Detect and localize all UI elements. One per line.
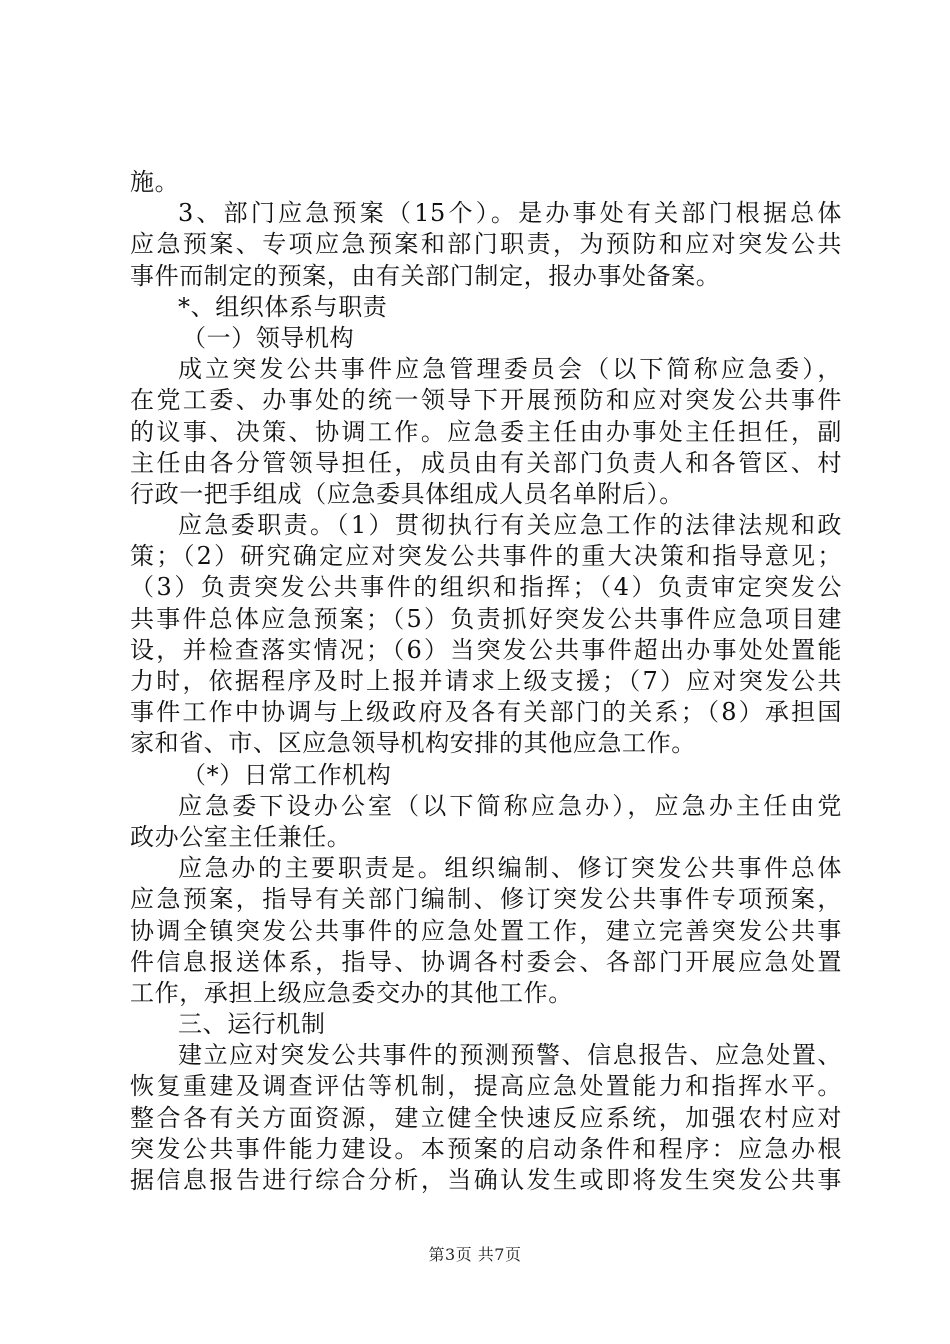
paragraph-line: 应急预案、专项应急预案和部门职责，为预防和应对突发公共 xyxy=(130,230,842,259)
paragraph-line: 整合各有关方面资源，建立健全快速反应系统，加强农村应对 xyxy=(130,1103,842,1132)
paragraph-line: 施。 xyxy=(130,168,180,196)
paragraph-line: 建立应对突发公共事件的预测预警、信息报告、应急处置、 xyxy=(178,1041,842,1070)
subsection-heading: （一）领导机构 xyxy=(182,323,355,352)
paragraph-line: 成立突发公共事件应急管理委员会（以下简称应急委）， xyxy=(178,355,842,384)
paragraph-line: 力时，依据程序及时上报并请求上级支援；（7）应对突发公共 xyxy=(130,667,842,695)
page-number-footer: 第3页 共7页 xyxy=(428,1245,522,1264)
paragraph-line: 的议事、决策、协调工作。应急委主任由办事处主任担任，副 xyxy=(130,417,842,446)
paragraph-line: 主任由各分管领导担任，成员由有关部门负责人和各管区、村 xyxy=(130,448,842,477)
paragraph-line: 应急委职责。（1）贯彻执行有关应急工作的法律法规和政 xyxy=(178,511,842,540)
paragraph-line: 工作，承担上级应急委交办的其他工作。 xyxy=(130,978,573,1007)
paragraph-line: 设，并检查落实情况；（6）当突发公共事件超出办事处处置能 xyxy=(130,635,842,664)
paragraph-line: 政办公室主任兼任。 xyxy=(130,822,352,851)
paragraph-line: 协调全镇突发公共事件的应急处置工作，建立完善突发公共事 xyxy=(130,916,842,945)
subsection-heading: （*）日常工作机构 xyxy=(182,760,392,789)
paragraph-line: 据信息报告进行综合分析，当确认发生或即将发生突发公共事 xyxy=(130,1166,842,1194)
section-heading: 三、运行机制 xyxy=(178,1010,326,1039)
paragraph-line: 应急办的主要职责是。组织编制、修订突发公共事件总体 xyxy=(178,854,842,883)
paragraph-line: 件信息报送体系，指导、协调各村委会、各部门开展应急处置 xyxy=(130,947,842,976)
paragraph-line: （3）负责突发公共事件的组织和指挥；（4）负责审定突发公 xyxy=(130,573,842,602)
paragraph-line: 突发公共事件能力建设。本预案的启动条件和程序：应急办根 xyxy=(130,1134,842,1163)
paragraph-line: 应急预案，指导有关部门编制、修订突发公共事件专项预案， xyxy=(130,885,842,914)
paragraph-line: 事件工作中协调与上级政府及各有关部门的关系；（8）承担国 xyxy=(130,698,842,727)
paragraph-line: 应急委下设办公室（以下简称应急办），应急办主任由党 xyxy=(178,791,842,820)
section-heading: *、组织体系与职责 xyxy=(178,292,388,321)
paragraph-line: 行政一把手组成（应急委具体组成人员名单附后）。 xyxy=(130,479,684,508)
document-body xyxy=(130,167,842,1196)
paragraph-line: 在党工委、办事处的统一领导下开展预防和应对突发公共事件 xyxy=(130,386,842,415)
paragraph-line: 共事件总体应急预案；（5）负责抓好突发公共事件应急项目建 xyxy=(130,604,842,633)
paragraph-line: 策；（2）研究确定应对突发公共事件的重大决策和指导意见； xyxy=(130,542,842,571)
paragraph-line: 3、部门应急预案（15个）。是办事处有关部门根据总体 xyxy=(178,199,842,228)
paragraph-line: 恢复重建及调查评估等机制，提高应急处置能力和指挥水平。 xyxy=(130,1072,842,1101)
paragraph-line: 家和省、市、区应急领导机构安排的其他应急工作。 xyxy=(130,729,696,758)
paragraph-line: 事件而制定的预案，由有关部门制定，报办事处备案。 xyxy=(130,261,721,290)
